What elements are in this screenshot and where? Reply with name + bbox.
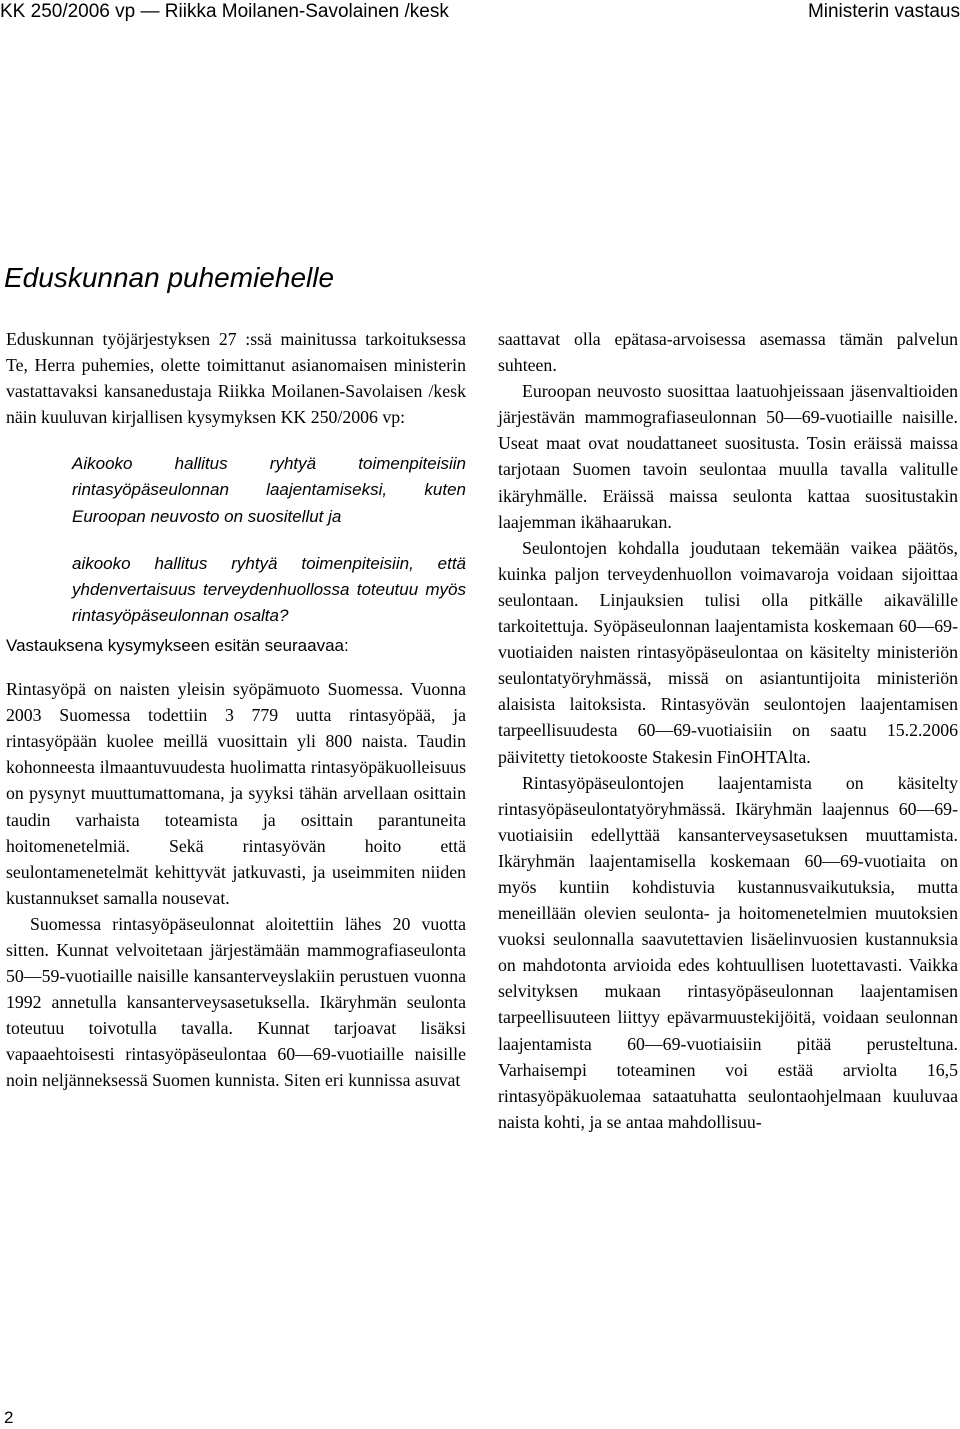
right-column <box>498 326 958 1135</box>
page-number: 2 <box>4 1408 14 1427</box>
header-document-type: Ministerin vastaus <box>807 1 960 22</box>
body-paragraph: Euroopan neuvosto suosittaa laatuohjeissaan jäsenvaltioiden järjestävän mammografiaseulonnan 50—69-vuotiaille naisille. Useat maat ovat noudattaneet suositusta. Tosin eräissä maissa tarjotaan Suomen tavoin seulontaa muulla tavalla valitulle ikäryhmälle. Eräissä maissa seulonta kattaa suositustakin laajemman ikähaarukan. <box>498 381 958 532</box>
question-two: aikooko hallitus ryhtyä toimenpiteisiin, että yhdenvertaisuus terveydenhuollossa toteutuu myös rintasyöpäseulonnan osalta? <box>72 553 466 625</box>
body-paragraph: Suomessa rintasyöpäseulonnat aloitettiin lähes 20 vuotta sitten. Kunnat velvoitetaan järjestämään mammografiaseulonta 50—59-vuotiaille naisille kansanterveyslakiin perustuen vuonna 1992 annetulla kansanterveysasetuksella. Ikäryhmän seulonta toteutuu toivotulla tavalla. Kunnat tarjoavat lisäksi vapaaehtoisesti rintasyöpäseulontaa 60—69-vuotiaille naisille noin neljänneksessä Suomen kunnista. Siten eri kunnissa asuvat <box>6 913 466 1091</box>
body-paragraph: Seulontojen kohdalla joudutaan tekemään vaikea päätös, kuinka paljon terveydenhuollon voimavaroja voidaan sijoittaa seulontaan. Linjauksien tulisi olla pitkälle aikavälille tarkoitettuja. Syöpäseulonnan laajentamista koskemaan 60—69-vuotiaiden naisten rintasyöpäseulontaa on käsitelty ministeriön seulontatyöryhmässä, missä on asiantuntijoita ministeriön alaisista laitoksista. Rintasyövän seulontojen laajentamisen tarpeellisuudesta 60—69-vuotiaisiin on saatu 15.2.2006 päivitetty tietokooste Stakesin FinOHTAlta. <box>498 537 958 767</box>
page-header <box>0 0 960 24</box>
body-paragraph: Rintasyöpäseulontojen laajentamista on käsitelty rintasyöpäseulontatyöryhmässä. Ikäryhmän laajennus 60—69-vuotiaisiin edellyttää kansanterveysasetuksen muuttamista. Ikäryhmän laajentamisella koskemaan 60—69-vuotiaita on myös kuntiin kohdistuvia kustannusvaikutuksia, mutta meneillään olevien seulonta- ja hoitomenetelmien muutoksien vuoksi seulonnalla saavutettavien lisäelinvuosien kustannuksia on mahdotonta arvioida edes kohtuullisen luotettavasti. Vaikka selvityksen mukaan rintasyöpäseulonnan laajentamisen tarpeellisuuteen liittyy epävarmuustekijöitä, voidaan seulonnan laajentamista 60—69-vuotiaisiin pitää perusteltuna. Varhaisempi toteaminen voi estää arviolta 16,5 rintasyöpäkuolemaa sataatuhatta seulontaohjelmaan kuuluvaa naista kohti, ja se antaa mahdollisuu- <box>498 772 958 1132</box>
body-paragraph: saattavat olla epätasa-arvoisessa asemassa tämän palvelun suhteen. <box>498 329 958 376</box>
header-document-id: KK 250/2006 vp — Riikka Moilanen-Savolainen /kesk <box>0 1 449 22</box>
question-one: Aikooko hallitus ryhtyä toimenpiteisiin rintasyöpäseulonnan laajentamiseksi, kuten Euroopan neuvosto on suositellut ja <box>72 454 466 526</box>
answer-lead: Vastauksena kysymykseen esitän seuraavaa: <box>6 635 349 655</box>
body-paragraph: Rintasyöpä on naisten yleisin syöpämuoto Suomessa. Vuonna 2003 Suomessa todettiin 3 779 uutta rintasyöpää, ja rintasyöpään kuolee meillä vuosittain yli 800 naista. Taudin kohonneesta ilmaantuvuudesta huolimatta rintasyöpäkuolleisuus on pysynyt muuttumattomana, ja syyksi tähän arvellaan osittain taudin varhaista toteamista ja osittain parantuneita hoitomenetelmiä. Sekä rintasyövän hoito että seulontamenetelmät kehittyvät jatkuvasti, ja useimmiten niiden kustannukset samalla nousevat. <box>6 679 466 908</box>
page-title: Eduskunnan puhemiehelle <box>4 262 335 293</box>
left-column <box>6 326 466 1094</box>
intro-paragraph: Eduskunnan työjärjestyksen 27 :ssä mainitussa tarkoituksessa Te, Herra puhemies, olette toimittanut asianomaisen ministerin vastattavaksi kansanedustaja Riikka Moilanen-Savolaisen /kesk näin kuuluvan kirjallisen kysymyksen KK 250/2006 vp: <box>6 329 466 428</box>
